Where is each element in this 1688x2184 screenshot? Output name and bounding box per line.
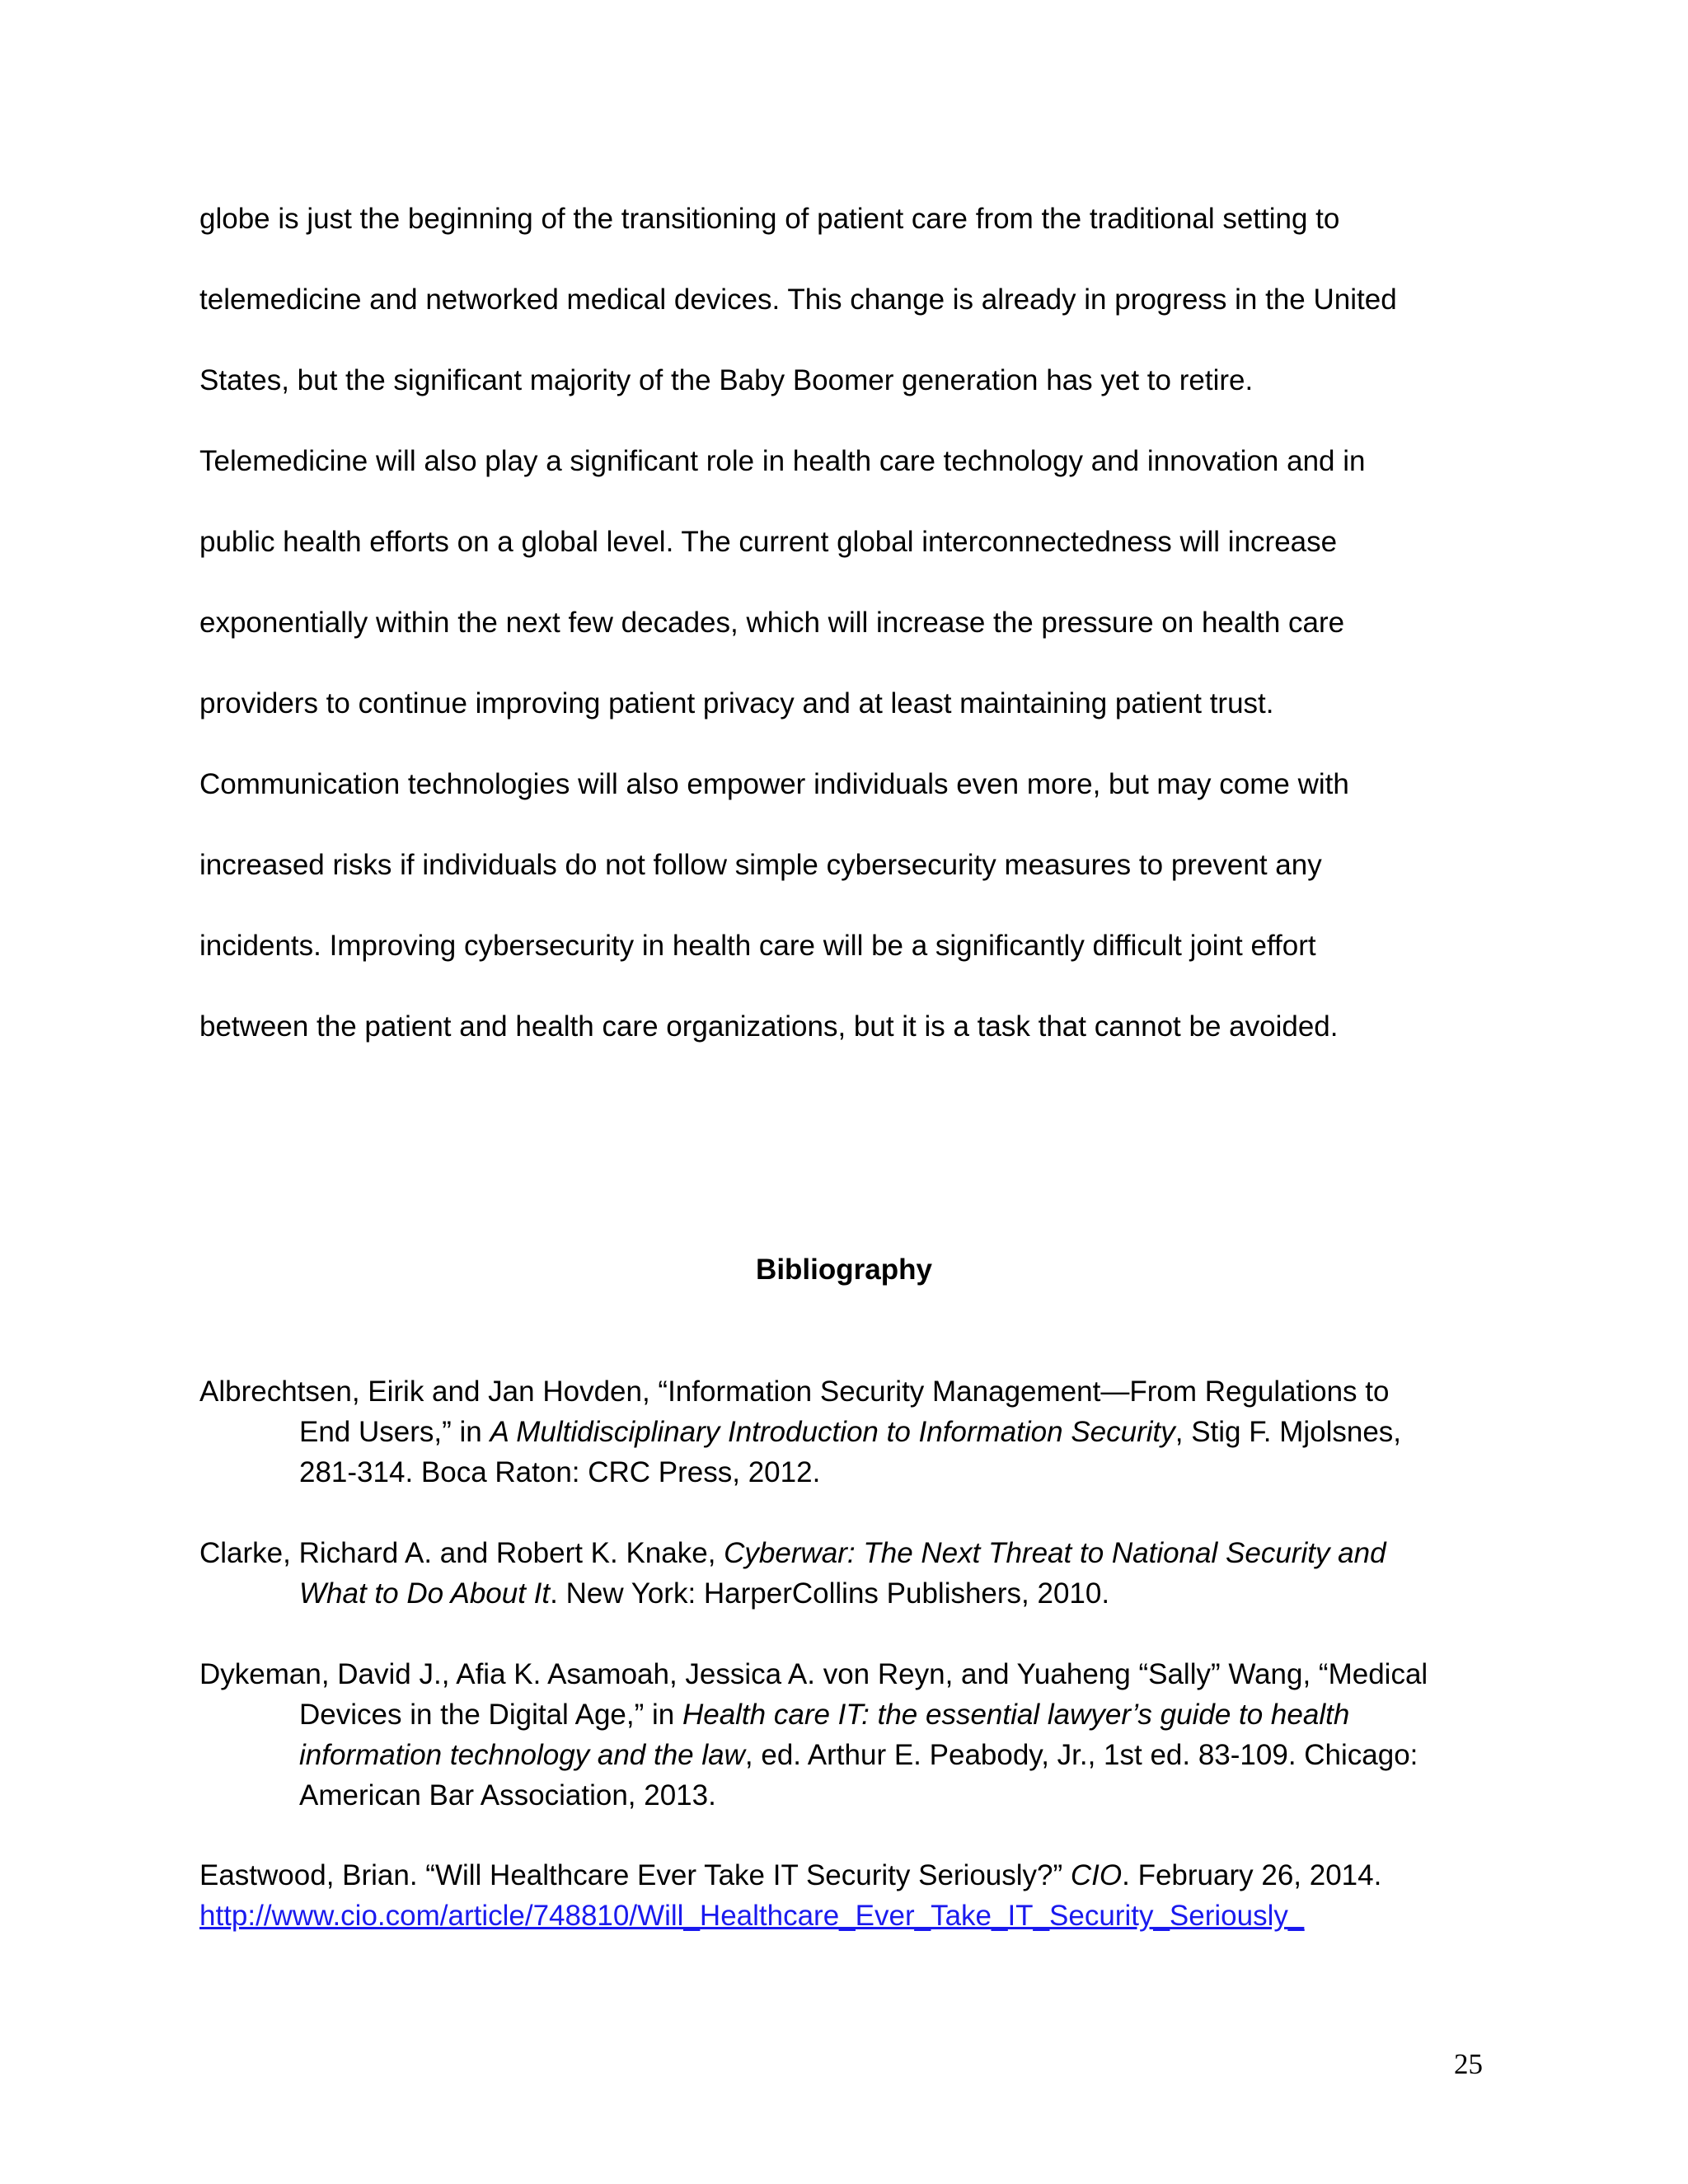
entry-line: Dykeman, David J., Afia K. Asamoah, Jessica A. von Reyn, and Yuaheng “Sally” Wang, “Medical xyxy=(199,1658,1428,1690)
body-line: exponentially within the next few decades, which will increase the pressure on health care xyxy=(199,607,1345,639)
entry-title: CIO xyxy=(1070,1859,1123,1891)
entry-line: American Bar Association, 2013. xyxy=(299,1779,716,1811)
entry-title: What to Do About It xyxy=(299,1577,551,1610)
bibliography-entry xyxy=(199,1654,1535,1816)
entry-line xyxy=(199,1855,1535,1896)
entry-text: . February 26, 2014. xyxy=(1122,1859,1382,1891)
body-line: incidents. Improving cybersecurity in health care will be a significantly difficult joint effort xyxy=(199,930,1316,962)
body-line: globe is just the beginning of the transitioning of patient care from the traditional setting to xyxy=(199,203,1340,235)
bibliography-entry xyxy=(199,1533,1535,1614)
bibliography-entry xyxy=(199,1855,1535,1936)
bibliography-heading: Bibliography xyxy=(756,1254,932,1286)
body-line: States, but the significant majority of the Baby Boomer generation has yet to retire. xyxy=(199,364,1254,396)
entry-title: Cyberwar: The Next Threat to National Security and xyxy=(724,1537,1386,1569)
entry-line: Albrechtsen, Eirik and Jan Hovden, “Information Security Management—From Regulations to xyxy=(199,1376,1390,1408)
entry-line xyxy=(199,1573,1535,1614)
entry-text: Devices in the Digital Age,” in xyxy=(299,1699,682,1731)
entry-text: , ed. Arthur E. Peabody, Jr., 1st ed. 83-109. Chicago: xyxy=(744,1739,1418,1771)
body-line: increased risks if individuals do not follow simple cybersecurity measures to prevent any xyxy=(199,849,1322,881)
reference-link[interactable]: http://www.cio.com/article/748810/Will_Healthcare_Ever_Take_IT_Security_Seriously_ xyxy=(199,1900,1305,1932)
entry-title: information technology and the law xyxy=(299,1739,745,1771)
entry-line xyxy=(199,1896,1535,1936)
body-line: Communication technologies will also empower individuals even more, but may come with xyxy=(199,768,1349,800)
entry-line xyxy=(199,1735,1535,1775)
entry-line xyxy=(199,1533,1535,1573)
entry-line xyxy=(199,1694,1535,1735)
entry-line: 281-314. Boca Raton: CRC Press, 2012. xyxy=(299,1456,821,1488)
entry-text: Eastwood, Brian. “Will Healthcare Ever Take IT Security Seriously?” xyxy=(199,1859,1071,1891)
entry-text: . New York: HarperCollins Publishers, 2010. xyxy=(550,1577,1110,1610)
entry-text: Clarke, Richard A. and Robert K. Knake, xyxy=(199,1537,724,1569)
bibliography-entry xyxy=(199,1371,1535,1493)
body-line: providers to continue improving patient privacy and at least maintaining patient trust. xyxy=(199,687,1274,719)
entry-text: , Stig F. Mjolsnes, xyxy=(1175,1416,1402,1448)
entry-text: End Users,” in xyxy=(299,1416,490,1448)
page-number: 25 xyxy=(1454,2048,1483,2080)
body-line: public health efforts on a global level. The current global interconnectedness will increase xyxy=(199,526,1338,558)
entry-title: Health care IT: the essential lawyer’s guide to health xyxy=(682,1699,1350,1731)
body-line: between the patient and health care organizations, but it is a task that cannot be avoided. xyxy=(199,1010,1339,1043)
entry-title: A Multidisciplinary Introduction to Information Security xyxy=(490,1416,1175,1448)
body-line: telemedicine and networked medical devices. This change is already in progress in the United xyxy=(199,284,1397,316)
body-line: Telemedicine will also play a significant role in health care technology and innovation and in xyxy=(199,445,1366,477)
entry-line xyxy=(199,1412,1535,1452)
